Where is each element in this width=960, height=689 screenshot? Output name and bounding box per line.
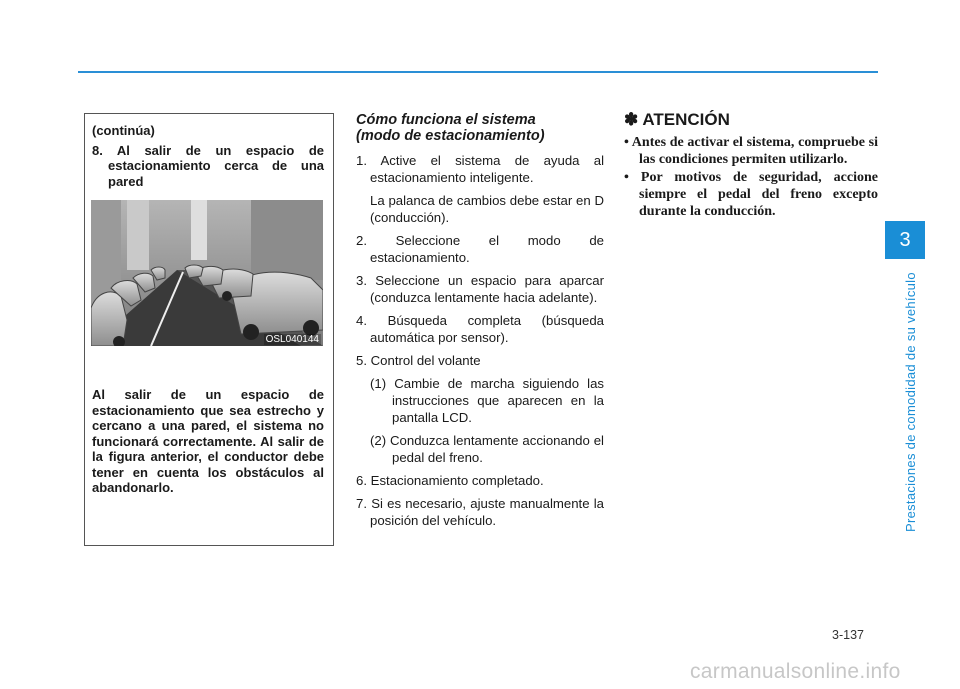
step-7: 7. Si es necesario, ajuste manualmente la posición del vehículo. <box>356 496 604 528</box>
step-4: 4. Búsqueda completa (búsqueda automática por sensor). <box>356 313 604 345</box>
box-top-text <box>92 123 324 189</box>
heading-line-2: (modo de estacionamiento) <box>356 128 545 144</box>
page-number: 3-137 <box>832 628 864 642</box>
attention-item-1: • Antes de activar el sistema, compruebe si las condiciones permiten utilizarlo. <box>624 135 878 167</box>
parking-illustration <box>91 200 323 346</box>
step-1-note: La palanca de cambios debe estar en D (conducción). <box>370 193 604 225</box>
step-5-1: (1) Cambie de marcha siguiendo las instrucciones que aparecen en la pantalla LCD. <box>370 376 604 425</box>
step-2: 2. Seleccione el modo de estacionamiento. <box>356 233 604 265</box>
watermark-text: carmanualsonline.info <box>690 660 901 683</box>
attention-heading: ✽ ATENCIÓN <box>624 110 730 129</box>
chapter-title: Prestaciones de comodidad de su vehículo <box>903 272 918 532</box>
heading-line-1: Cómo funciona el sistema <box>356 112 536 128</box>
continued-box <box>84 113 334 546</box>
step-5: 5. Control del volante <box>356 353 481 368</box>
attention-section <box>624 110 878 221</box>
chapter-number: 3 <box>899 228 911 251</box>
parking-photo <box>91 200 323 346</box>
image-code: OSL040144 <box>265 334 319 345</box>
step-5-2: (2) Conduzca lentamente accionando el pedal del freno. <box>370 433 604 465</box>
step-6: 6. Estacionamiento completado. <box>356 473 544 488</box>
chapter-tab <box>885 221 925 259</box>
how-it-works-section <box>356 112 604 535</box>
attention-list <box>624 134 878 220</box>
section-heading <box>356 112 604 144</box>
step-3: 3. Seleccione un espacio para aparcar (conduzca lentamente hacia adelante). <box>356 273 604 305</box>
step-1: 1. Active el sistema de ayuda al estacionamiento inteligente. <box>356 153 604 185</box>
step-8: 8. Al salir de un espacio de estacionamiento cerca de una pared <box>92 142 324 189</box>
box-warning-text: Al salir de un espacio de estacionamiento que sea estrecho y cercano a una pared, el sistema no funcionará correctamente. Al salir de la figura anterior, el conductor debe tener en cuenta los obstáculos al abandonarlo. <box>92 387 324 495</box>
continued-label: (continúa) <box>92 123 155 138</box>
attention-item-2: • Por motivos de seguridad, accione siempre el pedal del freno excepto durante la conducción. <box>624 170 878 219</box>
header-rule <box>78 71 878 73</box>
chapter-title-vertical <box>903 262 923 532</box>
